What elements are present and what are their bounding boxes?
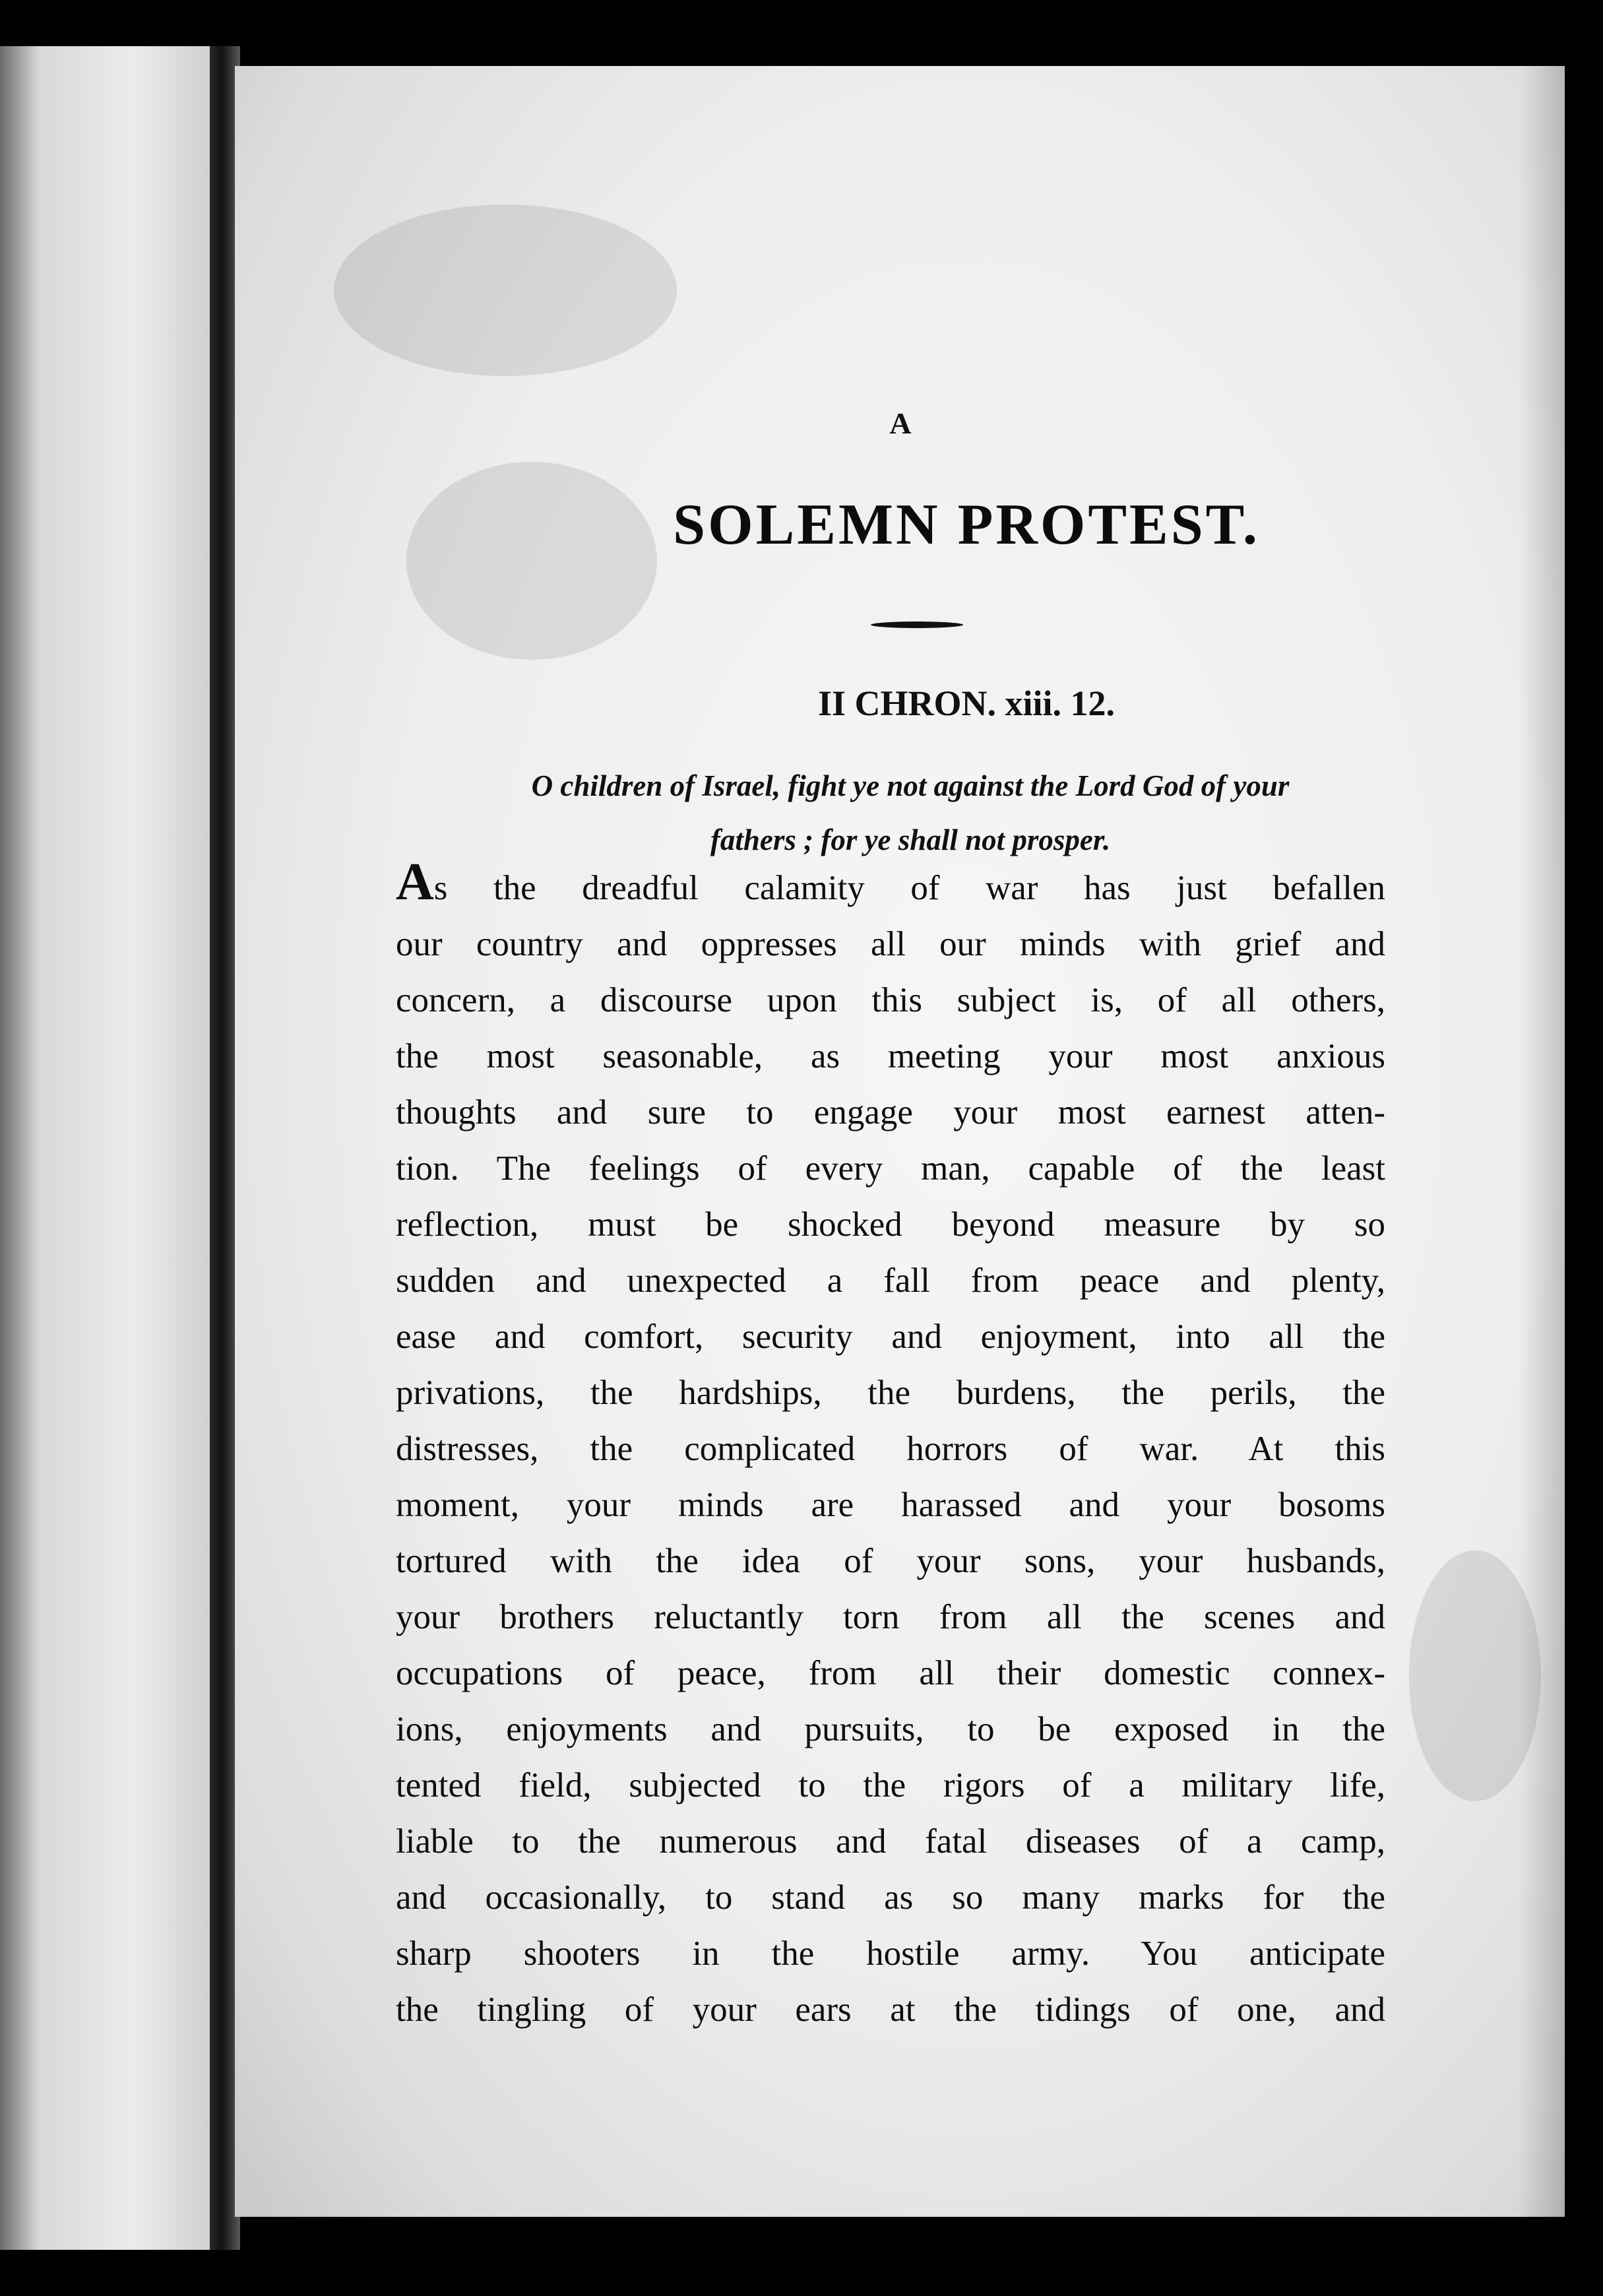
epigraph-line: O children of Israel, fight ye not against the Lord God of your: [531, 769, 1290, 802]
body-line: moment, your minds are harassed and your bosoms: [396, 1486, 1385, 1524]
body-line: liable to the numerous and fatal diseases of a camp,: [396, 1822, 1385, 1861]
body-line: your brothers reluctantly torn from all the scenes and: [396, 1598, 1385, 1636]
body-line: tortured with the idea of your sons, your husbands,: [396, 1542, 1385, 1580]
body-line: the tingling of your ears at the tidings of one, and: [396, 1991, 1385, 2029]
body-line: distresses, the complicated horrors of war. At this: [396, 1430, 1385, 1468]
epigraph-line: fathers ; for ye shall not prosper.: [710, 823, 1111, 856]
body-line: tented field, subjected to the rigors of a military life,: [396, 1766, 1385, 1804]
body-line: occupations of peace, from all their domestic connex-: [396, 1654, 1385, 1692]
header-letter: A: [889, 406, 912, 440]
body-line: tion. The feelings of every man, capable of the least: [396, 1149, 1385, 1188]
drop-cap: A: [396, 854, 434, 911]
body-line: and occasionally, to stand as so many marks for the: [396, 1878, 1385, 1917]
body-line: ease and comfort, security and enjoyment, into all the: [396, 1318, 1385, 1356]
scripture-reference: II CHRON. xiii. 12.: [817, 684, 1116, 723]
ink-smudge: [334, 205, 677, 376]
body-text: [396, 854, 1385, 2038]
epigraph: [422, 759, 1399, 867]
body-line: the most seasonable, as meeting your most anxious: [396, 1037, 1385, 1075]
body-line: privations, the hardships, the burdens, the perils, the: [396, 1374, 1385, 1412]
first-line-text: s the dreadful calamity of war has just befallen: [433, 869, 1385, 907]
facing-page: [0, 46, 218, 2250]
body-line: sharp shooters in the hostile army. You anticipate: [396, 1934, 1385, 1973]
page-title: SOLEMN PROTEST.: [673, 493, 1260, 557]
title-rule: [871, 622, 963, 628]
body-line: reflection, must be shocked beyond measure by so: [396, 1205, 1385, 1244]
ink-smudge: [1409, 1550, 1541, 1801]
body-line: concern, a discourse upon this subject is, of all others,: [396, 981, 1385, 1019]
body-line: sudden and unexpected a fall from peace and plenty,: [396, 1261, 1385, 1300]
body-line: ions, enjoyments and pursuits, to be exposed in the: [396, 1710, 1385, 1748]
body-line: our country and oppresses all our minds with grief and: [396, 925, 1385, 963]
body-first-line: [396, 854, 1385, 916]
body-line: thoughts and sure to engage your most earnest atten-: [396, 1093, 1385, 1132]
